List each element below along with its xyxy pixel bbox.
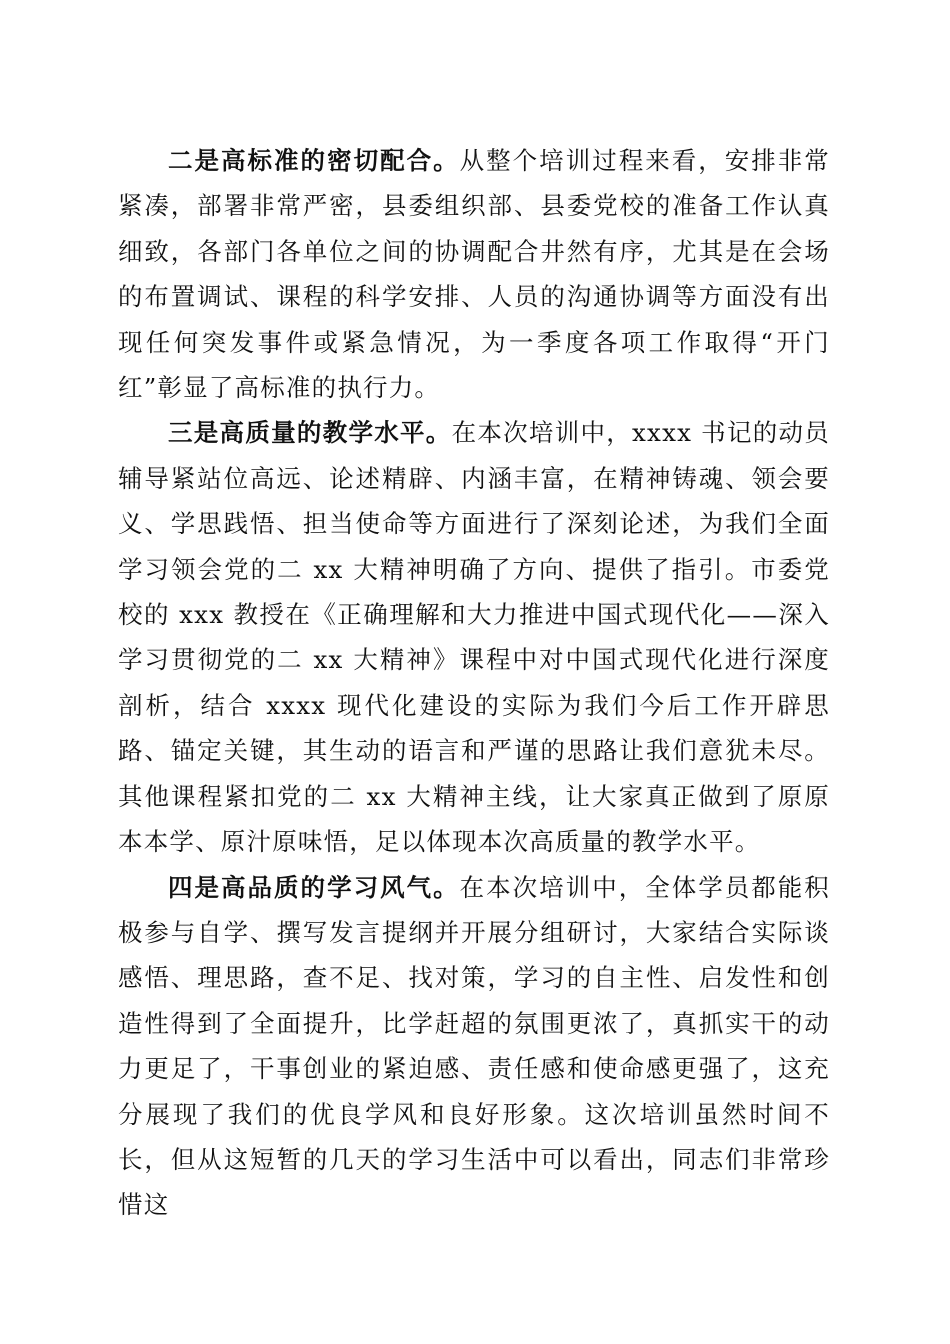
document-body [118,138,830,1228]
paragraph-2 [118,138,830,410]
paragraph-4 [118,865,830,1228]
paragraph-3 [118,410,830,864]
paragraph-2-lead: 二是高标准的密切配合。 [168,146,460,175]
paragraph-4-lead: 四是高品质的学习风气。 [168,872,460,902]
paragraph-4-text: 在本次培训中，全体学员都能积极参与自学、撰写发言提纲并开展分组研讨，大家结合实际谈感悟、理思路，查不足、找对策，学习的自主性、启发性和创造性得到了全面提升，比学赶超的氛围更浓了，真抓实干的动力更足了，干事创业的紧迫感、责任感和使命感更强了，这充分展现了我们的优良学风和良好形象。这次培训虽然时间不长，但从这短暂的几天的学习生活中可以看出，同志们非常珍惜这 [118,872,830,1220]
paragraph-2-text: 从整个培训过程来看，安排非常紧凑，部署非常严密，县委组织部、县委党校的准备工作认真细致，各部门各单位之间的协调配合井然有序，尤其是在会场的布置调试、课程的科学安排、人员的沟通协调等方面没有出现任何突发事件或紧急情况，为一季度各项工作取得“开门红”彰显了高标准的执行力。 [118,146,830,403]
paragraph-3-text: 在本次培训中，xxxx 书记的动员辅导紧站位高远、论述精辟、内涵丰富，在精神铸魂、领会要义、学思践悟、担当使命等方面进行了深刻论述，为我们全面学习领会党的二 xx 大精神明确了方向、提供了指引。市委党校的 xxx 教授在《正确理解和大力推进中国式现代化——深入学习贯彻党的二 xx 大精神》课程中对中国式现代化进行深度剖析，结合 xxxx 现代化建设的实际为我们今后工作开辟思路、锚定关键，其生动的语言和严谨的思路让我们意犹未尽。其他课程紧扣党的二 xx 大精神主线，让大家真正做到了原原本本学、原汁原味悟，足以体现本次高质量的教学水平。 [118,418,830,857]
paragraph-3-lead: 三是高质量的教学水平。 [168,418,452,448]
